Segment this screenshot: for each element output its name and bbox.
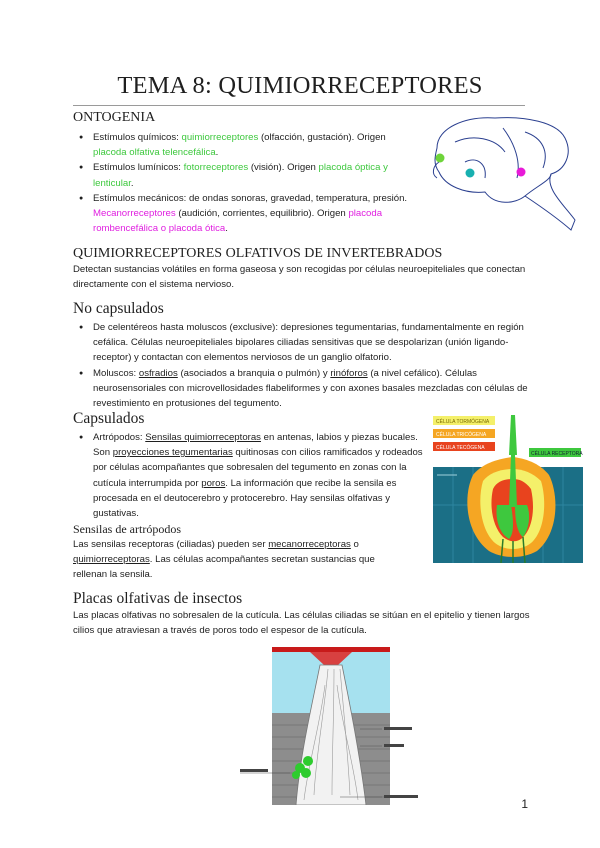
olfactory-plate-figure — [240, 645, 430, 805]
title-divider — [73, 105, 525, 106]
heading-placas-olfativas: Placas olfativas de insectos — [73, 590, 243, 607]
list-item: ● De celentéreos hasta moluscos (exclusive): depresiones tegumentarias, fundamentalmente en región cefálica. Células neuroepiteliales bipolares ciliadas sensitivas que se despolarizan (unión ligando-receptor) y contactan con elementos nerviosos de un ganglio olfatorio. — [73, 320, 533, 366]
list-item: ● Estímulos químicos: quimiorreceptores (olfacción, gustación). Origen placoda olfativa telencefálica. — [73, 130, 415, 160]
legend-label: CÉLULA TORMÓGENA — [436, 419, 490, 425]
list-item: ● Estímulos mecánicos: de ondas sonoras, gravedad, temperatura, presión. Mecanorreceptores (audición, corrientes, equilibrio). Origen placoda rombencefálica o placoda ótica. — [73, 191, 415, 237]
legend-label: CÉLULA TRICÓGENA — [436, 432, 487, 438]
otic-placode-dot — [517, 168, 526, 177]
sensila-figure — [433, 415, 583, 563]
heading-olfativos: QUIMIORRECEPTORES OLFATIVOS DE INVERTEBRADOS — [73, 246, 443, 261]
placas-text: Las placas olfativas no sobresalen de la cutícula. Las células ciliadas se sitúan en el epitelio y tienen largos cilios que atraviesan a través de poros todo el espesor de la cutícula. — [73, 610, 530, 637]
legend-label: CÉLULA TECÓGENA — [436, 445, 485, 451]
heading-sensilas: Sensilas de artrópodos — [73, 522, 181, 536]
list-item: ● Estímulos lumínicos: fotorreceptores (visión). Origen placoda óptica y lenticular. — [73, 160, 415, 190]
page-title: TEMA 8: QUIMIORRECEPTORES — [117, 72, 483, 99]
page-number: 1 — [521, 797, 528, 811]
legend-label: CÉLULA RECEPTORA — [531, 451, 583, 457]
list-item: ● Artrópodos: Sensilas quimiorreceptoras en antenas, labios y piezas bucales. Son proyecciones tegumentarias quitinosas con cilios ramificados y rodeados por células acompañantes que sobresalen del tegumento en zonas con la cutícula interrumpida por poros. La información que recibe la sensila es procesada en el deutocerebro y protocerebro. Hay sensilas olfativas y gustativas. — [73, 430, 425, 521]
heading-ontogenia: ONTOGENIA — [73, 110, 156, 125]
no-capsulados-list — [73, 320, 533, 411]
list-item: ● Moluscos: osfradios (asociados a branquia o pulmón) y rinóforos (a nivel cefálico). Células neurosensoriales con microvellosidades flabeliformes y con axones basales mezcladas con células de revestimiento en protusiones del tegumento. — [73, 366, 533, 412]
optic-placode-dot — [466, 169, 475, 178]
capsulados-list — [73, 430, 425, 521]
olfativos-text: Detectan sustancias volátiles en forma gaseosa y son recogidas por células neuroepiteliales que conectan directamente con el sistema nervioso. — [73, 264, 526, 291]
embryo-brain-figure — [425, 108, 585, 238]
ontogenia-list — [73, 130, 415, 236]
olfactory-placode-dot — [436, 154, 445, 163]
heading-capsulados: Capsulados — [73, 410, 145, 427]
heading-no-capsulados: No capsulados — [73, 300, 164, 317]
sensilas-text: Las sensilas receptoras (ciliadas) pueden ser mecanorreceptoras o quimiorreceptoras. Las células acompañantes secretan sustancias que rellenan la sensila. — [73, 539, 375, 581]
